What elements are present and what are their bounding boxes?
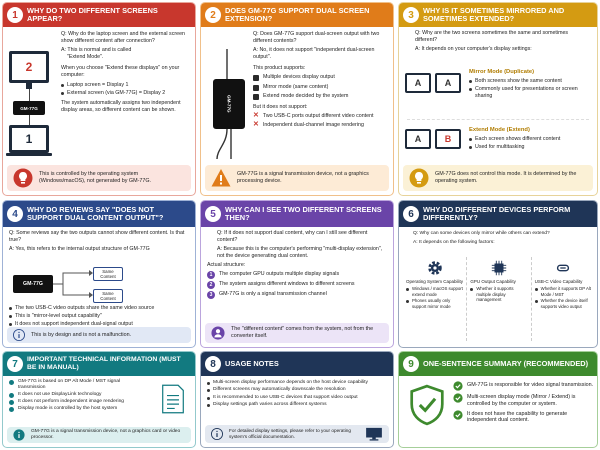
card-number: 8 bbox=[205, 356, 221, 372]
structure-step: 1 The computer GPU outputs multiple display signals bbox=[207, 271, 387, 279]
card-2-header bbox=[201, 3, 393, 27]
usb-c-icon bbox=[554, 259, 572, 277]
card-title: WHY IS IT SOMETIMES MIRRORED AND SOMETIMES EXTENDED? bbox=[423, 5, 565, 23]
question: Q: Does GM-77G support dual-screen output with two different contents? bbox=[253, 31, 380, 45]
structure-section bbox=[201, 262, 393, 299]
info-icon bbox=[13, 329, 25, 341]
check-circle-icon bbox=[453, 381, 463, 391]
card-6-body bbox=[399, 227, 597, 246]
system-text: The system automatically assigns two independent display areas, so different content can be shown. bbox=[61, 99, 181, 113]
device-box: GM-77G bbox=[13, 101, 45, 115]
card-title: DOES GM-77G SUPPORT DUAL SCREEN EXTENSION? bbox=[225, 5, 370, 23]
card-7 bbox=[2, 351, 196, 448]
card-number: 9 bbox=[403, 356, 419, 372]
extend-list bbox=[469, 136, 595, 151]
warning-icon bbox=[211, 168, 231, 188]
footer-text: GM-77G does not control this mode. It is determined by the operating system. bbox=[435, 171, 577, 184]
structure-step: 3 GM-77G is only a signal transmission channel bbox=[207, 291, 387, 299]
screen-label: B bbox=[437, 131, 459, 147]
question: Q: Why do the laptop screen and the external screen show different content after connection? bbox=[61, 31, 185, 45]
mirror-title: Mirror Mode (Duplicate) bbox=[469, 69, 535, 75]
list-item: External screen (via GM-77G) = Display 2 bbox=[61, 90, 195, 97]
check-icon bbox=[253, 85, 259, 91]
card-number: 4 bbox=[7, 206, 23, 222]
mirror-mode-section bbox=[469, 69, 595, 101]
support-item: Extend mode decided by the system bbox=[253, 93, 393, 100]
card-title: ONE-SENTENCE SUMMARY (RECOMMENDED) bbox=[423, 358, 589, 368]
card-8-header bbox=[201, 352, 393, 376]
card-8-footer bbox=[205, 425, 389, 443]
card-1 bbox=[2, 2, 196, 196]
card-1-body bbox=[61, 31, 195, 116]
card-9 bbox=[398, 351, 598, 448]
card-title: WHY DO TWO DIFFERENT SCREENS APPEAR? bbox=[27, 5, 158, 23]
card-3 bbox=[398, 2, 598, 196]
card-title: IMPORTANT TECHNICAL INFORMATION (MUST BE IN MANUAL) bbox=[27, 356, 181, 371]
footer-text: This is by design and is not a malfunction. bbox=[31, 331, 132, 338]
info-item: It does not perform independent image rendering bbox=[9, 399, 147, 405]
chip-icon bbox=[490, 259, 508, 277]
check-icon bbox=[9, 380, 14, 385]
list-item: Both screens show the same content bbox=[469, 78, 595, 85]
factor-gpu bbox=[467, 257, 531, 341]
card-number: 1 bbox=[7, 7, 23, 23]
card-7-body bbox=[3, 376, 153, 416]
screen-label: A bbox=[437, 75, 459, 91]
gear-icon bbox=[426, 259, 444, 277]
not-supports-heading: But it does not support: bbox=[253, 103, 308, 110]
list-item: Different screens may automatically downscale the resolution bbox=[207, 387, 387, 393]
card-number: 2 bbox=[205, 7, 221, 23]
check-icon bbox=[253, 75, 259, 81]
list-item: Used for multitasking bbox=[469, 144, 595, 151]
answer: A: Because this is the computer's performing "multi-display extension", not the device generating dual content. bbox=[217, 246, 383, 260]
card-6 bbox=[398, 200, 598, 348]
list-item: Whether it supports multiple display management bbox=[470, 286, 527, 302]
card-5-header bbox=[201, 201, 393, 227]
list-item: Whether it supports DP Alt Mode / MST bbox=[535, 286, 592, 297]
answer: A: This is normal and is called "Extend Mode". bbox=[61, 47, 132, 61]
list-item: Windows / macOS support extend mode bbox=[406, 286, 463, 297]
card-title: WHY DO REVIEWS SAY "DOES NOT SUPPORT DUAL CONTENT OUTPUT"? bbox=[27, 204, 164, 222]
card-title: USAGE NOTES bbox=[225, 358, 279, 368]
question: Q: If it does not support dual content, why can I still see different content? bbox=[217, 230, 368, 244]
card-5 bbox=[200, 200, 394, 348]
question: Q: Why can some devices only mirror while others can extend? bbox=[413, 231, 550, 236]
cross-icon: ✕ bbox=[253, 111, 259, 119]
card-4-header bbox=[3, 201, 195, 227]
cross-icon: ✕ bbox=[253, 120, 259, 128]
card-5-body bbox=[201, 227, 393, 260]
monitor-icon bbox=[365, 427, 383, 441]
check-icon bbox=[253, 94, 259, 100]
card-3-header bbox=[399, 3, 597, 27]
mirror-list bbox=[469, 78, 595, 100]
display-list bbox=[61, 82, 195, 97]
screen-label: A bbox=[407, 75, 429, 91]
card-1-header bbox=[3, 3, 195, 27]
lightbulb-icon bbox=[13, 168, 33, 188]
list-item: Multi-screen display performance depends on the host device capability bbox=[207, 380, 387, 386]
answer: A: It depends on your computer's display settings: bbox=[415, 46, 532, 53]
info-item: GM-77G is based on DP Alt Mode / MST signal transmission bbox=[9, 379, 147, 391]
extend-title: Extend Mode (Extend) bbox=[469, 127, 530, 133]
card-7-footer bbox=[7, 427, 191, 443]
question: Q: Why are the two screens sometimes the same and sometimes different? bbox=[415, 30, 569, 44]
card-title: WHY DO DIFFERENT DEVICES PERFORM DIFFERENTLY? bbox=[423, 204, 571, 222]
lightbulb-icon bbox=[409, 168, 429, 188]
factor-title: Operating System Capability bbox=[406, 279, 464, 284]
document-icon bbox=[161, 384, 185, 414]
not-support-item: ✕ Independent dual-channel image rendering bbox=[253, 120, 364, 128]
output-diagram bbox=[13, 267, 153, 303]
factor-title: GPU Output Capability bbox=[470, 279, 516, 284]
factor-title: USB-C Video Capability bbox=[534, 279, 583, 284]
check-circle-icon bbox=[453, 410, 463, 420]
list-item: Display settings path varies across different systems bbox=[207, 402, 387, 408]
screen-label: A bbox=[407, 131, 429, 147]
monitor-illustration bbox=[9, 51, 59, 171]
card-8 bbox=[200, 351, 394, 448]
list-item: Whether the device itself supports video output bbox=[535, 298, 592, 309]
card-number: 6 bbox=[403, 206, 419, 222]
support-item: Multiple devices display output bbox=[253, 74, 393, 81]
device-illustration bbox=[207, 49, 251, 159]
footer-text: GM-77G is a signal transmission device, not a graphics card or video processor. bbox=[31, 429, 181, 440]
card-7-header bbox=[3, 352, 195, 376]
card-9-body bbox=[453, 382, 595, 426]
summary-item: GM-77G is responsible for video signal transmission. bbox=[453, 382, 595, 391]
list-item: This is "mirror-level output capability" bbox=[9, 313, 191, 320]
card-9-header bbox=[399, 352, 597, 376]
factor-os bbox=[403, 257, 467, 341]
card-6-header bbox=[399, 201, 597, 227]
card-1-footer bbox=[7, 165, 191, 191]
answer: A: No, it does not support "independent dual-screen output". bbox=[253, 47, 375, 61]
info-icon bbox=[13, 429, 25, 441]
structure-step: 2 The system assigns different windows to different screens bbox=[207, 281, 387, 289]
footer-text: This is controlled by the operating system (Windows/macOS), not generated by GM-77G. bbox=[39, 171, 152, 184]
list-item: Each screen shows different content bbox=[469, 136, 595, 143]
list-item: It does not support independent dual-signal output bbox=[9, 321, 191, 328]
support-item: Mirror mode (same content) bbox=[253, 84, 393, 91]
question: Q: Some reviews say the two outputs cannot show different content. Is that true? bbox=[9, 230, 185, 244]
info-item: Display mode is controlled by the host system bbox=[9, 406, 147, 412]
footer-text: GM-77G is a signal transmission device, not a graphics processing device. bbox=[237, 171, 369, 184]
extend-mode-section bbox=[469, 127, 595, 152]
card-4 bbox=[2, 200, 196, 348]
when-text: When you choose "Extend these displays" on your computer: bbox=[61, 65, 180, 79]
laptop-screen-number: 1 bbox=[12, 128, 46, 150]
card-4-list bbox=[3, 305, 196, 329]
not-support-item: ✕ Two USB-C ports output different video content bbox=[253, 111, 374, 119]
supports-heading: This product supports: bbox=[253, 65, 306, 72]
info-item: It does not use DisplayLink technology bbox=[9, 392, 147, 398]
external-screen-number: 2 bbox=[12, 54, 46, 80]
card-4-footer bbox=[7, 327, 191, 343]
list-item: Laptop screen = Display 1 bbox=[61, 82, 195, 89]
list-item: The two USB-C video outputs share the same video source bbox=[9, 305, 191, 312]
answer: A: It depends on the following factors: bbox=[413, 240, 495, 246]
extend-illustration bbox=[405, 125, 465, 157]
list-item: Phones usually only support mirror mode bbox=[406, 298, 463, 309]
card-3-footer bbox=[403, 165, 593, 191]
summary-item: Multi-screen display mode (Mirror / Extend) is controlled by the computer or system. bbox=[453, 394, 595, 408]
card-title: WHY CAN I SEE TWO DIFFERENT SCREENS THEN? bbox=[225, 204, 382, 222]
mirror-illustration bbox=[405, 69, 465, 101]
info-icon bbox=[211, 428, 223, 440]
same-content-box: Same Content bbox=[93, 289, 123, 303]
card-3-body bbox=[399, 27, 597, 59]
split-arrows bbox=[53, 267, 93, 303]
card-number: 5 bbox=[205, 206, 221, 222]
device-box: GM-77G bbox=[213, 79, 245, 129]
card-4-body bbox=[3, 227, 195, 253]
factors-row bbox=[403, 257, 595, 341]
card-5-footer bbox=[205, 323, 389, 343]
check-circle-icon bbox=[453, 393, 463, 403]
card-number: 3 bbox=[403, 7, 419, 23]
card-2-body bbox=[253, 31, 393, 131]
answer: A: Yes, this refers to the internal output structure of GM-77G bbox=[9, 246, 150, 253]
person-icon bbox=[211, 326, 225, 340]
footer-text: The "different content" comes from the system, not from the converter itself. bbox=[231, 326, 374, 339]
list-item: It is recommended to use USB-C devices that support video output bbox=[207, 395, 387, 401]
list-item: Commonly used for presentations or screen sharing bbox=[469, 86, 595, 100]
factor-usbc bbox=[532, 257, 595, 341]
check-icon bbox=[9, 393, 14, 398]
summary-item: It does not have the capability to generate independent dual content. bbox=[453, 411, 595, 425]
card-2-footer bbox=[205, 165, 389, 191]
device-box: GM-77G bbox=[13, 275, 53, 293]
card-2 bbox=[200, 2, 394, 196]
same-content-box: Same Content bbox=[93, 267, 123, 281]
shield-check-icon bbox=[409, 384, 445, 426]
structure-heading: Actual structure: bbox=[207, 262, 246, 269]
check-icon bbox=[9, 400, 14, 405]
check-icon bbox=[9, 407, 14, 412]
card-number: 7 bbox=[7, 356, 23, 372]
card-8-body bbox=[201, 376, 393, 414]
footer-text: For detailed display settings, please refer to your operating system's official documentation. bbox=[229, 428, 351, 439]
